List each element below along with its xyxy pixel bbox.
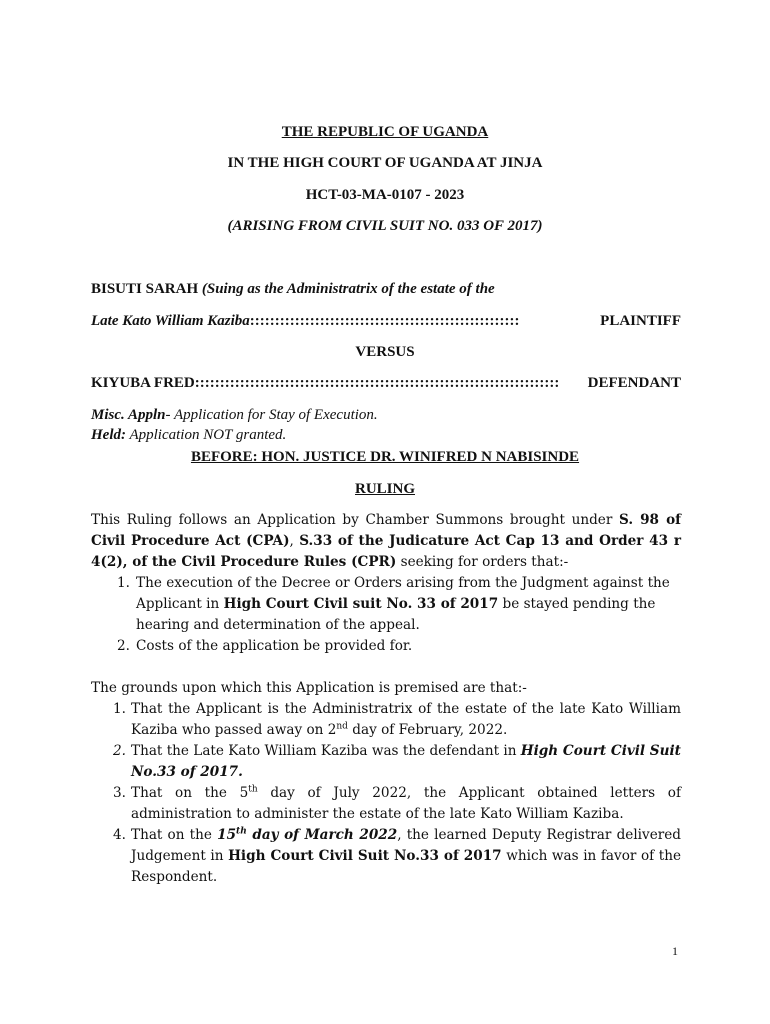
ground-3-sup: th xyxy=(248,784,258,795)
intro-text-2: , xyxy=(289,533,300,549)
ground-3 xyxy=(131,783,681,825)
misc-application xyxy=(91,407,681,424)
ground-3-text-2: day of July 2022, the Applicant obtained letters of administration to administer the estate of the late Kato William Kaziba. xyxy=(131,785,681,822)
ground-1 xyxy=(131,699,681,741)
intro-text-3: seeking for orders that:- xyxy=(396,554,569,570)
republic-heading: THE REPUBLIC OF UGANDA xyxy=(281,124,489,140)
case-number: HCT-03-MA-0107 - 2023 xyxy=(305,187,465,203)
order-2 xyxy=(136,636,681,657)
intro-text-1: This Ruling follows an Application by Chamber Summons brought under xyxy=(91,512,619,528)
defendant-name: KIYUBA FRED xyxy=(91,375,195,391)
defendant-role: DEFENDANT xyxy=(587,375,681,391)
ground-4-text-1: That on the xyxy=(131,827,218,843)
misc-label: Misc. Appln xyxy=(91,407,166,423)
page-number: 1 xyxy=(672,944,678,958)
ground-4-date-day: 15 xyxy=(217,827,237,843)
ground-1-sup: nd xyxy=(336,721,348,732)
ground-1-text-1: That the Applicant is the Administratrix of the estate of the late Kato William Kaziba who passed away on 2 xyxy=(131,701,681,738)
versus: VERSUS xyxy=(355,344,415,360)
before-judge: BEFORE: HON. JUSTICE DR. WINIFRED N NABISINDE xyxy=(190,449,580,465)
ground-4-bold: High Court Civil Suit No.33 of 2017 xyxy=(228,848,502,864)
defendant-line xyxy=(91,375,681,392)
ground-2-text: That the Late Kato William Kaziba was the defendant in xyxy=(131,743,521,759)
ground-2-bold-italic: High Court Civil Suit No.33 of 2017. xyxy=(131,743,681,780)
ground-4 xyxy=(131,825,681,888)
document-page: THE REPUBLIC OF UGANDA IN THE HIGH COURT OF UGANDA AT JINJA HCT-03-MA-0107 - 2023 (ARISING FROM CIVIL SUIT NO. 033 OF 2017) BISUTI SARAH (Suing as the Administratrix of the estate of the Late Kato William Kaziba :::::::::::::::::::::::::::::::::::::::::::::::::::::: PLAINTIFF VERSUS KIYUBA FRED ::::::::::::::::::::::::::::::::::::::::::::::::::::::::::::::::::::::::: DEFENDANT Misc. Appln- Application for Stay of Execution. Held: Application NOT granted. BEFORE: HON. JUSTICE DR. WINIFRED N NABISINDE RULING This Ruling follows an Application by Chamber Summons brought under S. 98 of Civil Procedure Act (CPA), S.33 of the Judicature Act Cap 13 and Order 43 r 4(2), of the Civil Procedure Rules (CPR) seeking for orders that:- 1. The execution of the Decree or Orders arising from the Judgment against the Applicant in High Court Civil suit No. 33 of 2017 be stayed pending the hearing and determination of the appeal. 2. Costs of the application be provided for. The grounds upon which this Application is premised are that:- 1. That the Applicant is the Administratrix of the estate of the late Kato William Kaziba who passed away on 2nd day of February, 2022. 2. That the Late Kato William Kaziba was the defendant in High Court Civil Suit No.33 of 2017. 3. That on the 5th day of July 2022, the Applicant obtained letters of administration to administer the estate of the late Kato William Kaziba. 4. That on the 15th day of March 2022, the learned Deputy Registrar delivered Judgement in High Court Civil Suit No.33 of 2017 which was in favor of the Respondent. 1 xyxy=(0,0,770,1024)
held-label: Held: xyxy=(91,427,126,443)
arising-from: (ARISING FROM CIVIL SUIT NO. 033 OF 2017) xyxy=(227,218,543,234)
ground-4-sup: th xyxy=(236,826,247,837)
order-1-bold: High Court Civil suit No. 33 of 2017 xyxy=(223,596,499,612)
intro-bold-2: S.33 of the Judicature Act Cap 13 and Order 43 r 4(2), of the Civil Procedure Rules (CPR) xyxy=(91,533,681,570)
order-1-text-2: be stayed pending the hearing and determination of the appeal. xyxy=(136,596,656,633)
order-1-text-1: The execution of the Decree or Orders arising from the Judgment against the Applicant in xyxy=(136,575,670,612)
plaintiff-name: BISUTI SARAH xyxy=(91,281,199,297)
ground-4-text-2: , the learned Deputy Registrar delivered Judgement in xyxy=(131,827,681,864)
ground-4-date-rest: day of March 2022 xyxy=(246,827,398,843)
plaintiff-role: PLAINTIFF xyxy=(600,313,681,329)
ground-3-text-1: That on the 5 xyxy=(131,785,249,801)
intro-bold-1: S. 98 of Civil Procedure Act (CPA) xyxy=(91,512,681,549)
misc-text: - Application for Stay of Execution. xyxy=(165,407,378,423)
plaintiff-line-1 xyxy=(91,281,681,298)
intro-paragraph xyxy=(91,510,681,573)
ruling-title: RULING xyxy=(354,481,415,497)
ground-1-text-2: day of February, 2022. xyxy=(347,722,508,738)
court-heading: IN THE HIGH COURT OF UGANDA AT JINJA xyxy=(227,155,543,171)
ground-4-text-3: which was in favor of the Respondent. xyxy=(131,848,682,885)
order-2-text: Costs of the application be provided for. xyxy=(136,638,413,654)
plaintiff-line-2 xyxy=(91,313,681,330)
grounds-intro: The grounds upon which this Application is premised are that:- xyxy=(91,680,527,696)
order-1 xyxy=(136,573,681,636)
plaintiff-description: (Suing as the Administratrix of the estate of the xyxy=(201,281,495,297)
plaintiff-dots: :::::::::::::::::::::::::::::::::::::::::::::::::::::: xyxy=(249,313,520,329)
plaintiff-description-cont: Late Kato William Kaziba xyxy=(91,313,250,329)
held-text: Application NOT granted. xyxy=(126,427,287,443)
ground-2 xyxy=(131,741,681,783)
defendant-dots: ::::::::::::::::::::::::::::::::::::::::::::::::::::::::::::::::::::::::: xyxy=(194,375,560,391)
held xyxy=(91,427,681,444)
